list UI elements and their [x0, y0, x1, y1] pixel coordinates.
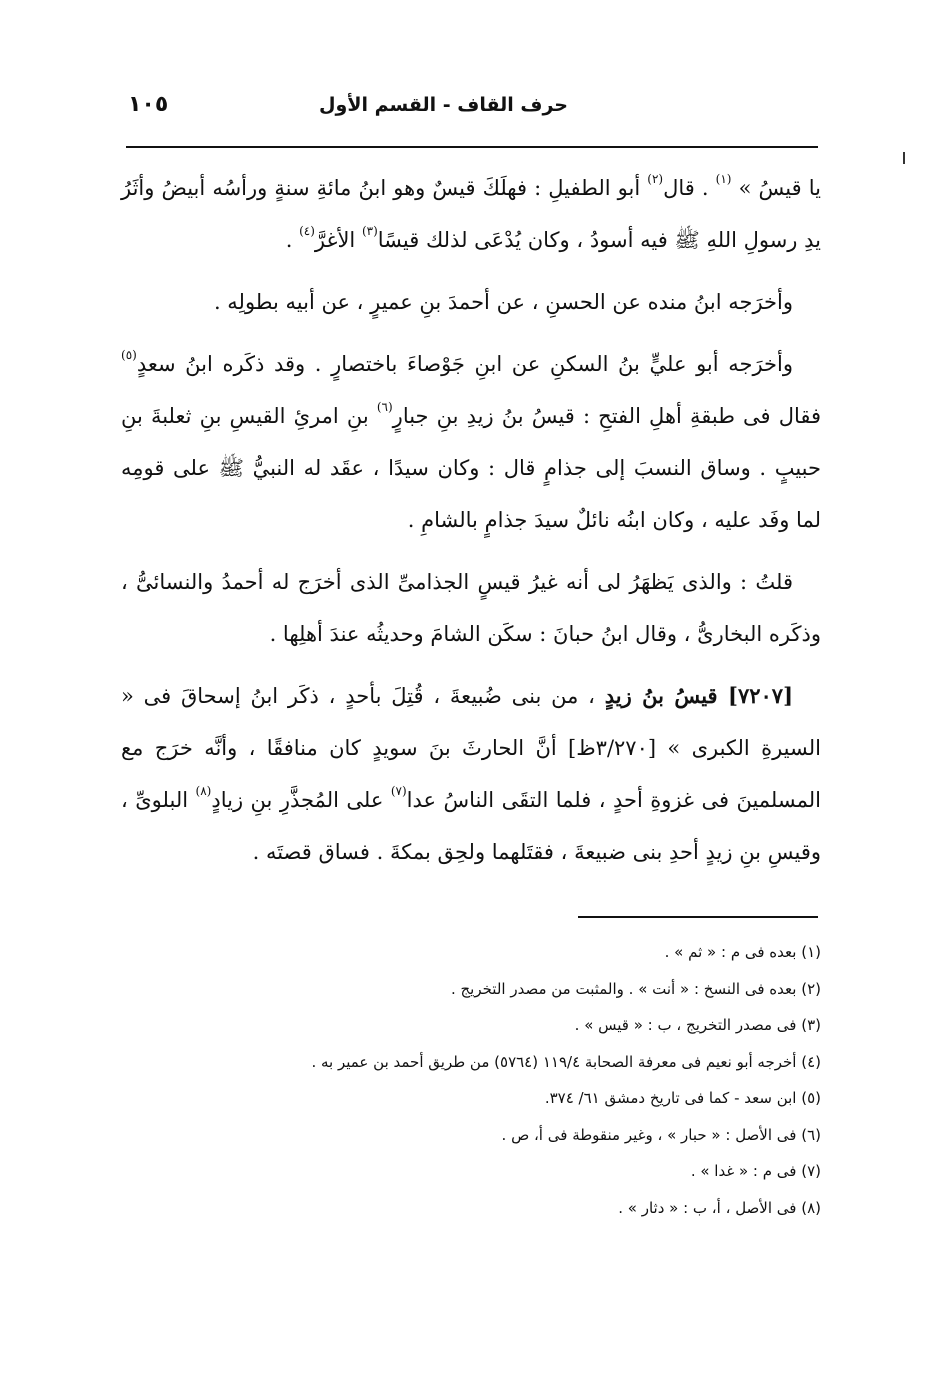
text-span: فقال فى طبقةِ أهلِ الفتحِ : قيسُ بنُ زيدِ بنِ جبارٍ [392, 404, 822, 428]
footnote-ref-8[interactable]: (٨) [195, 784, 212, 798]
paragraph-4: قلتُ : والذى يَظهَرُ لى أنه غيرُ قيسٍ الجذامىِّ الذى أخرَج له أحمدُ والنسائىُّ ، وذكَره البخارىُّ ، وقال ابنُ حبانَ : سكَن الشامَ وحديثُه عندَ أهلِها . [121, 570, 821, 646]
paragraph-5 [121, 670, 821, 878]
paragraph-3 [121, 338, 821, 546]
footnote-rule [578, 916, 818, 918]
paragraph-1 [121, 162, 821, 266]
footnote-ref-7[interactable]: (٧) [390, 784, 407, 798]
running-title: حرف القاف - القسم الأول [319, 94, 568, 116]
footnote-4: (٤) أخرجه أبو نعيم فى معرفة الصحابة ١١٩/٤ (٥٧٦٤) من طريق أحمد بن عمير به . [311, 1052, 821, 1071]
paragraph-2: وأخرَجه ابنُ منده عن الحسنِ ، عن أحمدَ بنِ عميرٍ ، عن أبيه بطولِه . [213, 290, 793, 314]
text-span: على المُجذَّرِ بنِ زيادٍ [211, 788, 391, 812]
text-span: يا قيسُ » [731, 176, 821, 200]
text-span: ، من بنى ضُبيعةَ ، قُتِلَ بأحدٍ ، ذكَر ابنُ إسحاقَ فى « السيرةِ الكبرى » [٣/٢٧٠ظ] أنَّ الحارثَ بنَ سويدٍ كان منافقًا ، وأنَّه خرَج مع المسلمينَ فى غزوةِ أحدٍ ، فلما التقَى الناسُ عدا [121, 684, 821, 812]
text-span: البلوىِّ ، وقيسِ بنِ زيدٍ أحدِ بنى ضبيعةَ ، فقتَلهما ولحِق بمكةَ . فساق قصتَه . [121, 788, 821, 864]
footnote-7: (٧) فى م : « غدا » . [690, 1162, 821, 1180]
page-number: ١٠٥ [128, 92, 169, 117]
text-span: . قال [663, 176, 716, 200]
margin-mark [903, 152, 905, 164]
page-header [128, 92, 818, 128]
footnote-ref-2[interactable]: (٢) [647, 172, 664, 186]
main-text [121, 162, 821, 888]
footnote-1: (١) بعده فى م : « ثم » . [664, 943, 821, 961]
footnote-5: (٥) ابن سعد - كما فى تاريخ دمشق ٦١/ ٣٧٤. [544, 1089, 821, 1107]
text-span: وأخرَجه أبو عليٍّ بنُ السكنِ عن ابنِ جَوْصاءَ باختصارٍ . وقد ذكَره ابنُ سعدٍ [136, 352, 793, 376]
text-span: . [285, 228, 300, 252]
text-span: أبو الطفيلِ : فهلَكَ قيسٌ وهو ابنُ مائةِ سنةٍ ورأسُه أبيضُ وأثَرُ يدِ رسولِ اللهِ ﷺ فيه أسودُ ، وكان يُدْعَى لذلك قيسًا [121, 176, 821, 252]
footnote-3: (٣) فى مصدر التخريج ، ب : « قيس » . [574, 1016, 821, 1034]
footnote-2: (٢) بعده فى النسخ : « أنت » . والمثبت من مصدر التخريج . [450, 979, 821, 998]
footnote-ref-3[interactable]: (٣) [361, 224, 378, 238]
footnote-ref-5[interactable]: (٥) [121, 348, 137, 362]
footnote-6: (٦) فى الأصل : « حبار » ، وغير منقوطة فى أ، ص . [501, 1125, 821, 1144]
footnote-ref-4[interactable]: (٤) [299, 224, 315, 238]
footnote-8: (٨) فى الأصل ، أ، ب : « دثار » . [618, 1198, 821, 1217]
footnote-ref-6[interactable]: (٦) [376, 400, 393, 414]
entry-heading: [٧٢٠٧] قيسُ بنُ زيدٍ [604, 683, 794, 708]
footnotes [121, 934, 821, 1226]
header-rule [126, 146, 818, 148]
text-span: الأغرَّ [314, 228, 362, 252]
footnote-ref-1[interactable]: (١) [715, 172, 732, 186]
text-span: بنِ امرئِ القيسِ بنِ ثعلبةَ بنِ حبيبٍ . وساق النسبَ إلى جذامٍ قال : وكان سيدًا ، عقَد له النبيُّ ﷺ على قومِه لما وفَد عليه ، وكان ابنُه نائلٌ سيدَ جذامٍ بالشامِ . [121, 404, 821, 532]
